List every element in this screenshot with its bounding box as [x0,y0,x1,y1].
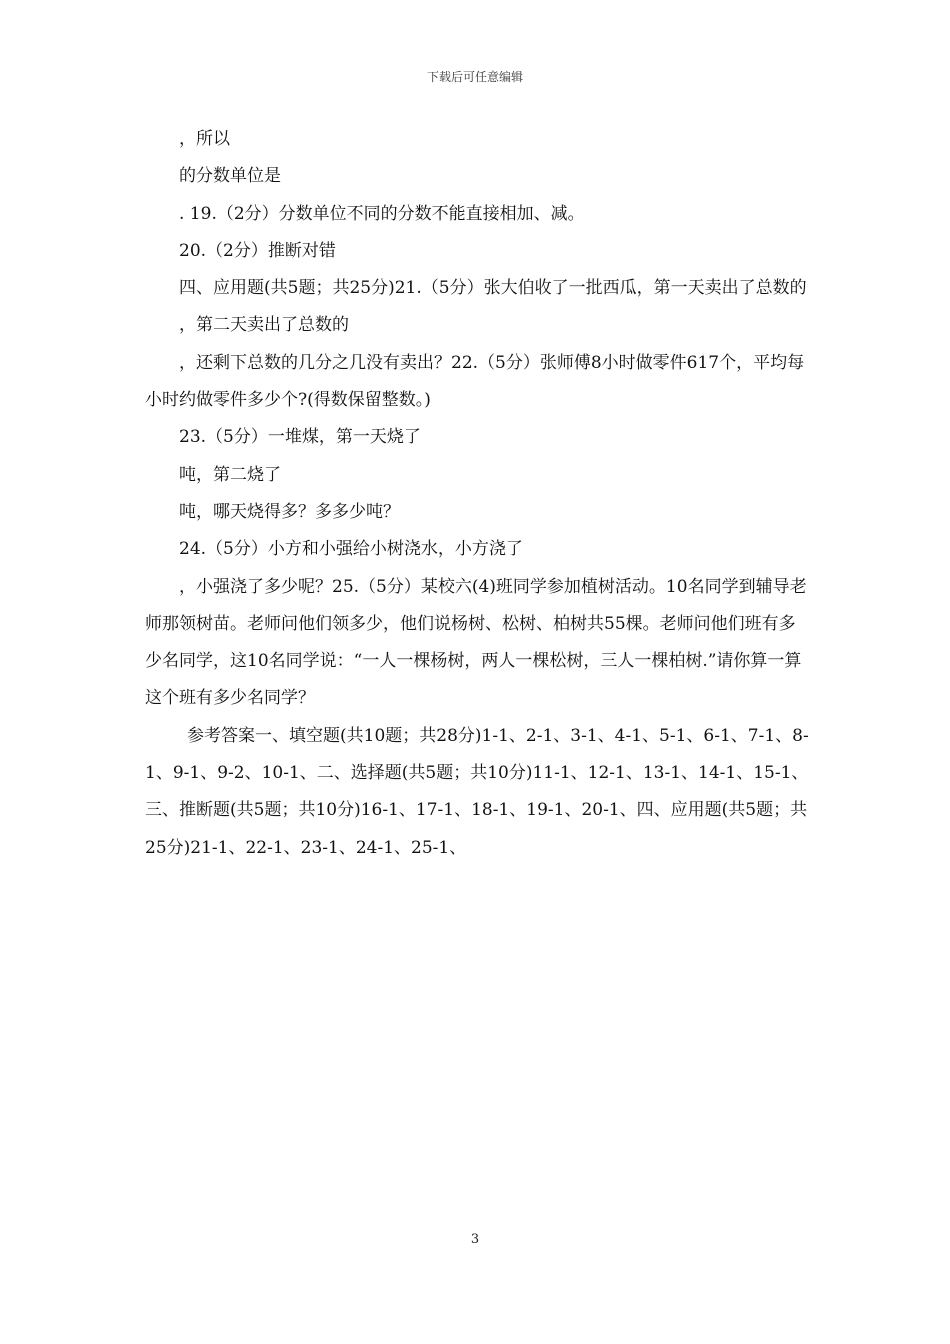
paragraph: . 19.（2分）分数单位不同的分数不能直接相加、减。 [179,203,585,224]
paragraph: 的分数单位是 [179,166,281,187]
paragraph: 24.（5分）小方和小强给小树浇水，小方浇了 [179,539,523,560]
page-header: 下载后可任意编辑 [426,70,523,84]
paragraph: 20.（2分）推断对错 [179,240,336,261]
page-number: 3 [470,1232,480,1247]
paragraph: 23.（5分）一堆煤，第一天烧了 [179,427,421,448]
paragraph: 吨，第二烧了 [179,464,281,485]
paragraph: ，小强浇了多少呢？25.（5分）某校六(4)班同学参加植树活动。10名同学到辅导老师那领树苗。老师问他们领多少，他们说杨树、松树、柏树共55棵。老师问他们班有多少名同学，这10名同学说：“一人一棵杨树，两人一棵松树，三人一棵柏树.”请你算一算这个班有多少名同学？ [145,576,807,709]
document-body [145,121,810,867]
paragraph: 四、应用题(共5题；共25分)21.（5分）张大伯收了一批西瓜，第一天卖出了总数的 [179,278,807,299]
answer-key: 参考答案一、填空题(共10题；共28分)1-1、2-1、3-1、4-1、5-1、6-1、7-1、8-1、9-1、9-2、10-1、二、选择题(共5题；共10分)11-1、12-1、13-1、14-1、15-1、三、推断题(共5题；共10分)16-1、17-1、18-1、19-1、20-1、四、应用题(共5题；共25分)21-1、22-1、23-1、24-1、25-1、 [145,725,809,858]
paragraph: ，第二天卖出了总数的 [179,315,349,336]
paragraph: ，所以 [179,129,230,149]
paragraph: 吨，哪天烧得多？多多少吨？ [179,501,400,522]
paragraph: ，还剩下总数的几分之几没有卖出？22.（5分）张师傅8小时做零件617个，平均每小时约做零件多少个?(得数保留整数。) [145,352,805,411]
